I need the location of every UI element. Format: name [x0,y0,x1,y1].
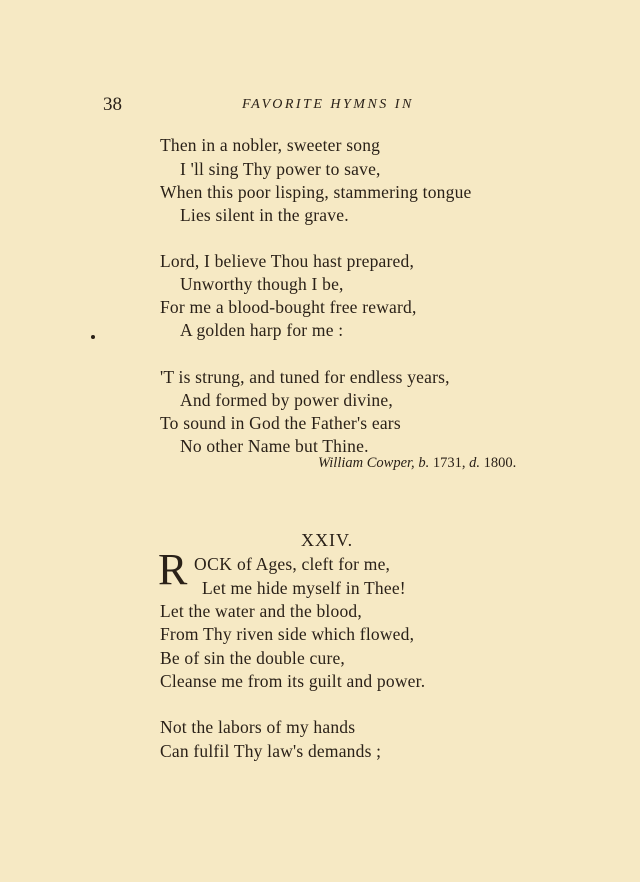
verse-line: Be of sin the double cure, [160,648,346,668]
verse-line: And formed by power divine, [180,390,393,410]
verse-line: Lies silent in the grave. [180,205,349,225]
ink-speck [91,335,95,339]
verse-line: Then in a nobler, sweeter song [160,135,381,155]
author-name: William Cowper, [318,455,415,471]
died-label: d. [469,455,480,471]
verse-line: When this poor lisping, stammering tongue [160,182,472,202]
verse-line: 'T is strung, and tuned for endless years, [160,367,450,387]
born-label: b. [418,455,430,471]
hymn-numeral: XXIV. [301,530,354,550]
first-word: OCK [194,554,233,574]
verse-line: Unworthy though I be, [180,274,344,294]
verse-line: No other Name but Thine. [180,436,369,456]
verse-line: From Thy riven side which flowed, [160,624,415,644]
attribution [318,455,516,472]
running-title: FAVORITE HYMNS IN [242,97,414,112]
verse-line: Lord, I believe Thou hast prepared, [160,251,415,271]
first-line-tail: of Ages, cleft for me, [232,554,391,574]
page-number: 38 [103,94,122,115]
verse-line: Let the water and the blood, [160,601,362,621]
verse-line: I 'll sing Thy power to save, [180,159,381,179]
verse-line: Can fulfil Thy law's demands ; [160,741,382,761]
verse-line: A golden harp for me : [180,320,344,340]
verse-line: To sound in God the Father's ears [160,413,401,433]
verse-line: For me a blood-bought free reward, [160,297,417,317]
verse-line-first [194,554,390,575]
verse-line: Let me hide myself in Thee! [202,578,406,598]
died-year: 1800. [483,455,517,471]
verse-line: Not the labors of my hands [160,717,356,737]
drop-cap: R [158,545,188,594]
verse-line: Cleanse me from its guilt and power. [160,671,426,691]
born-year: 1731, [432,455,466,471]
